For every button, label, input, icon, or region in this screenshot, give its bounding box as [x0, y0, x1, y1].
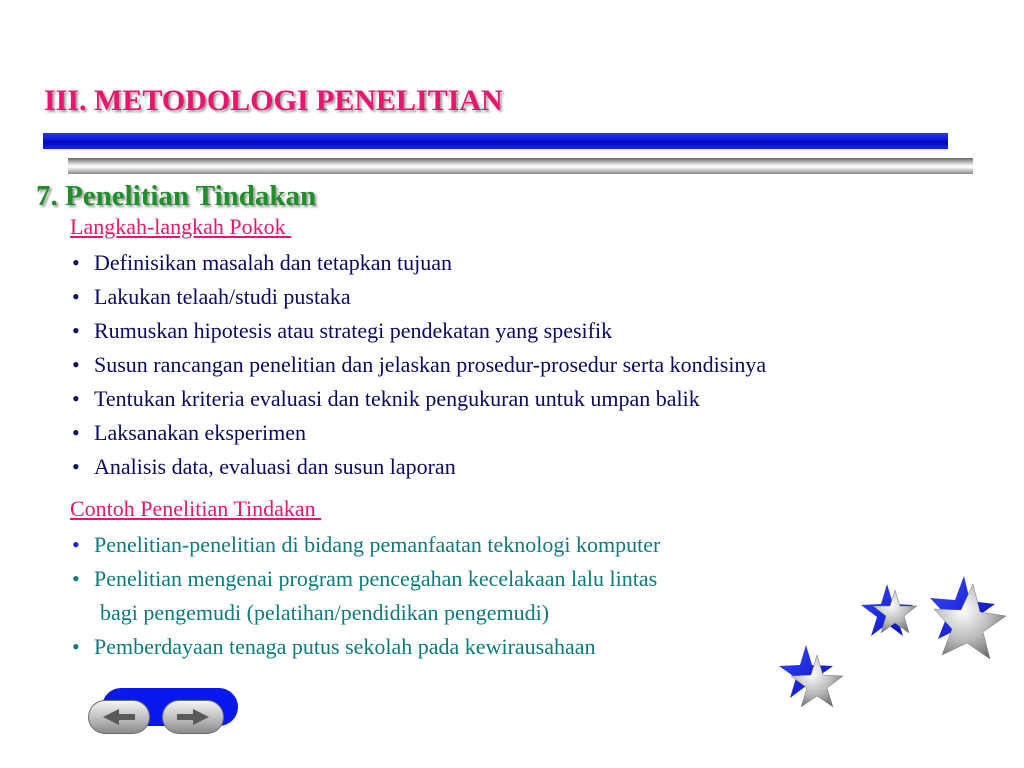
list-item-text: Lakukan telaah/studi pustaka — [94, 284, 351, 309]
bullet: • — [72, 318, 80, 343]
list-item-text: Definisikan masalah dan tetapkan tujuan — [94, 250, 452, 275]
bullet: • — [72, 634, 80, 659]
bullet: • — [72, 420, 80, 445]
list-item-text: Rumuskan hipotesis atau strategi pendekatan yang spesifik — [94, 318, 613, 343]
examples-heading: Contoh Penelitian Tindakan — [70, 496, 322, 521]
arrow-right-icon — [173, 707, 213, 727]
list-item-text: Susun rancangan penelitian dan jelaskan prosedur-prosedur serta kondisinya — [94, 352, 767, 377]
star-icon — [861, 584, 917, 636]
bullet: • — [72, 352, 80, 377]
star-icon — [779, 645, 843, 707]
bullet: • — [72, 532, 80, 557]
bullet: • — [72, 386, 80, 411]
bullet: • — [72, 284, 80, 309]
list-item-text: Penelitian mengenai program pencegahan kecelakaan lalu lintas — [94, 566, 658, 591]
next-slide-button[interactable] — [162, 700, 224, 734]
list-item-text: Laksanakan eksperimen — [94, 420, 306, 445]
list-item-text: Penelitian-penelitian di bidang pemanfaatan teknologi komputer — [94, 532, 661, 557]
bullet: • — [72, 566, 80, 591]
list-item-text: Analisis data, evaluasi dan susun laporan — [94, 454, 456, 479]
section-title: 7. Penelitian Tindakan — [36, 180, 317, 212]
list-item-text: Pemberdayaan tenaga putus sekolah pada kewirausahaan — [94, 634, 596, 659]
arrow-left-icon — [99, 707, 139, 727]
bullet: • — [72, 250, 80, 275]
list-item-text: bagi pengemudi (pelatihan/pendidikan pengemudi) — [100, 600, 550, 625]
bullet: • — [72, 454, 80, 479]
previous-slide-button[interactable] — [88, 700, 150, 734]
star-icon — [930, 576, 1006, 659]
steps-heading: Langkah-langkah Pokok — [70, 214, 292, 239]
list-item-text: Tentukan kriteria evaluasi dan teknik pengukuran untuk umpan balik — [94, 386, 700, 411]
slide-title: III. METODOLOGI PENELITIAN — [44, 84, 503, 117]
